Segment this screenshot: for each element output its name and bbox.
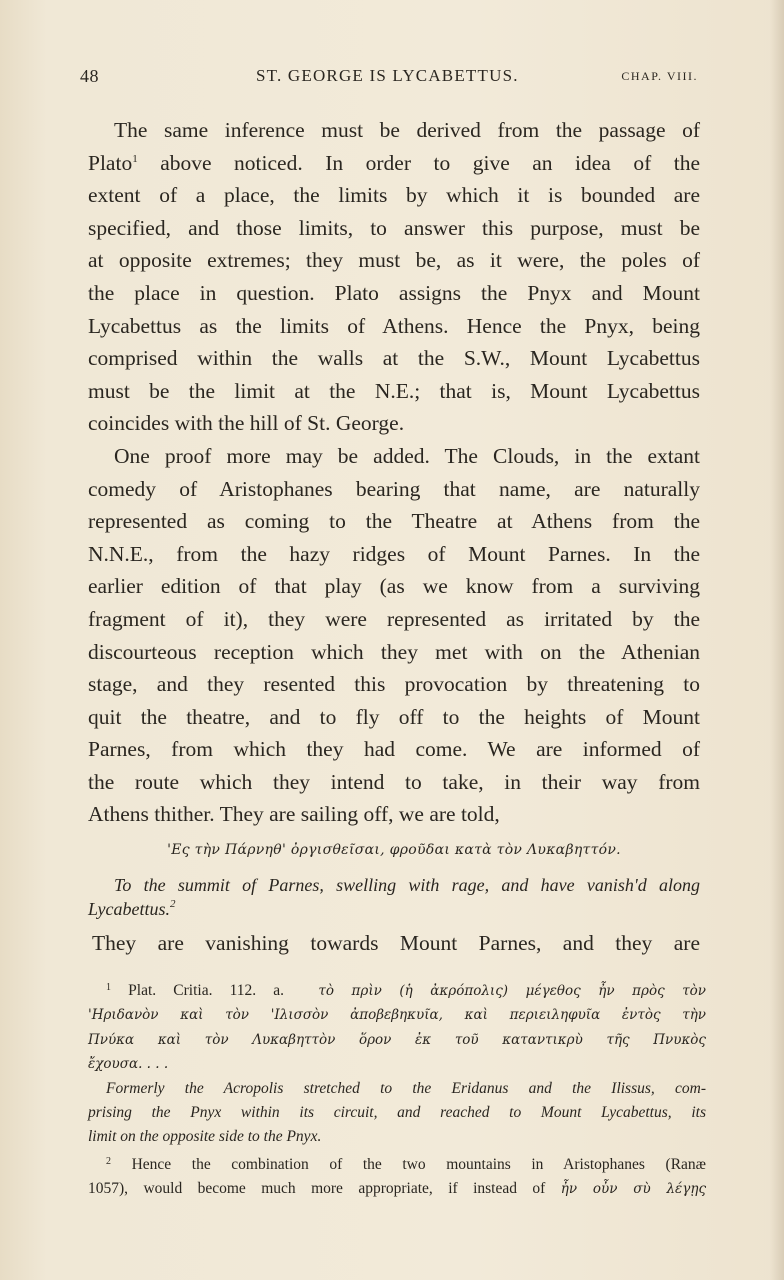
trailing-line: They are vanishing towards Mount Parnes, and they are <box>92 931 700 955</box>
text-line <box>88 147 700 180</box>
text-line: N.N.E., from the hazy ridges of Mount Parnes. In the <box>88 541 700 566</box>
quote-translation <box>88 873 700 921</box>
body-text <box>88 114 700 831</box>
footnote-2-line <box>88 1177 706 1201</box>
text-line: extent of a place, the limits by which it is bounded are <box>88 183 700 208</box>
translation-line: To the summit of Parnes, swelling with rage, and have vanish'd along <box>114 875 700 895</box>
text-line: discourteous reception which they met with on the Athenian <box>88 639 700 664</box>
running-head <box>80 66 700 90</box>
paragraph-1 <box>88 114 700 440</box>
footnote-1-line: ἔχουσα. . . . <box>88 1056 169 1073</box>
chapter-label: CHAP. VIII. <box>621 69 698 83</box>
footnote-1-line <box>88 976 706 1003</box>
text-fragment: Plato <box>88 150 133 175</box>
footnote-1-translation-line: prising the Pnyx within its circuit, and reached to Mount Lycabettus, its <box>88 1104 706 1122</box>
text-line: represented as coming to the Theatre at Athens from the <box>88 509 700 534</box>
text-fragment: Plat. Critia. 112. a. <box>128 982 285 999</box>
footnote-ref-2: 2 <box>169 898 176 910</box>
text-line: earlier edition of that play (as we know from a surviving <box>88 574 700 599</box>
text-line: specified, and those limits, to answer this purpose, must be <box>88 215 700 240</box>
page-number: 48 <box>80 66 99 86</box>
footnote-ref-1: 1 <box>132 152 138 165</box>
text-line: coincides with the hill of St. George. <box>88 411 405 436</box>
text-line: quit the theatre, and to fly off to the heights of Mount <box>88 704 700 729</box>
footnote-marker-2: 2 <box>106 1155 111 1167</box>
text-line: the route which they intend to take, in their way from <box>88 769 700 794</box>
text-fragment: 1057), would become much more appropriate, if instead of <box>88 1180 546 1198</box>
footnote-1-line: Πνύκα καὶ τὸν Λυκαβηττὸν ὅρον ἐκ τοῦ καταντικρὺ τῆς Πνυκὸς <box>88 1031 706 1048</box>
text-line: the place in question. Plato assigns the Pnyx and Mount <box>88 280 700 305</box>
text-fragment: Lycabettus. <box>88 899 170 919</box>
text-fragment: Hence the combination of the two mountains in Aristophanes (Ranæ <box>131 1155 706 1173</box>
footnote-2-line <box>88 1150 706 1177</box>
text-line: comedy of Aristophanes bearing that name, are naturally <box>88 476 700 501</box>
paragraph-2 <box>88 440 700 831</box>
footnotes <box>88 976 706 1202</box>
greek-quotation: 'Ες τὴν Πάρνηθ' ὀργισθεῖσαι, φροῦδαι κατὰ τὸν Λυκαβηττόν. <box>167 842 621 858</box>
footnote-1-translation-line: Formerly the Acropolis stretched to the Eridanus and the Ilissus, com- <box>106 1079 706 1097</box>
text-line: Parnes, from which they had come. We are informed of <box>88 737 700 762</box>
text-line: fragment of it), they were represented as irritated by the <box>88 606 700 631</box>
footnote-1-translation-line: limit on the opposite side to the Pnyx. <box>88 1128 322 1146</box>
running-title: ST. GEORGE IS LYCABETTUS. <box>256 66 519 85</box>
text-line: One proof more may be added. The Clouds, in the extant <box>114 443 700 468</box>
footnote-1-line: 'Ηριδανὸν καὶ τὸν 'Ιλισσὸν ἀποβεβηκυῖα, καὶ περιειληφυῖα ἐντὸς τὴν <box>88 1007 706 1024</box>
text-fragment: above noticed. In order to give an idea of the <box>160 150 701 175</box>
text-line: at opposite extremes; they must be, as it were, the poles of <box>88 248 700 273</box>
greek-fragment: τὸ πρὶν (ἡ ἀκρόπολις) μέγεθος ἦν πρὸς τὸν <box>318 983 707 999</box>
page-edge-shadow <box>770 0 784 1280</box>
footnote-marker-1: 1 <box>106 982 111 993</box>
translation-line <box>88 899 175 919</box>
text-line: must be the limit at the N.E.; that is, Mount Lycabettus <box>88 378 700 403</box>
text-line: comprised within the walls at the S.W., Mount Lycabettus <box>88 346 700 371</box>
text-line: Lycabettus as the limits of Athens. Hence the Pnyx, being <box>88 313 700 338</box>
text-line: The same inference must be derived from the passage of <box>114 118 700 142</box>
text-line: Athens thither. They are sailing off, we are told, <box>88 802 500 827</box>
text-line: stage, and they resented this provocation by threatening to <box>88 672 700 697</box>
greek-fragment: ἦν οὖν σὺ λέγῃς <box>560 1181 707 1198</box>
